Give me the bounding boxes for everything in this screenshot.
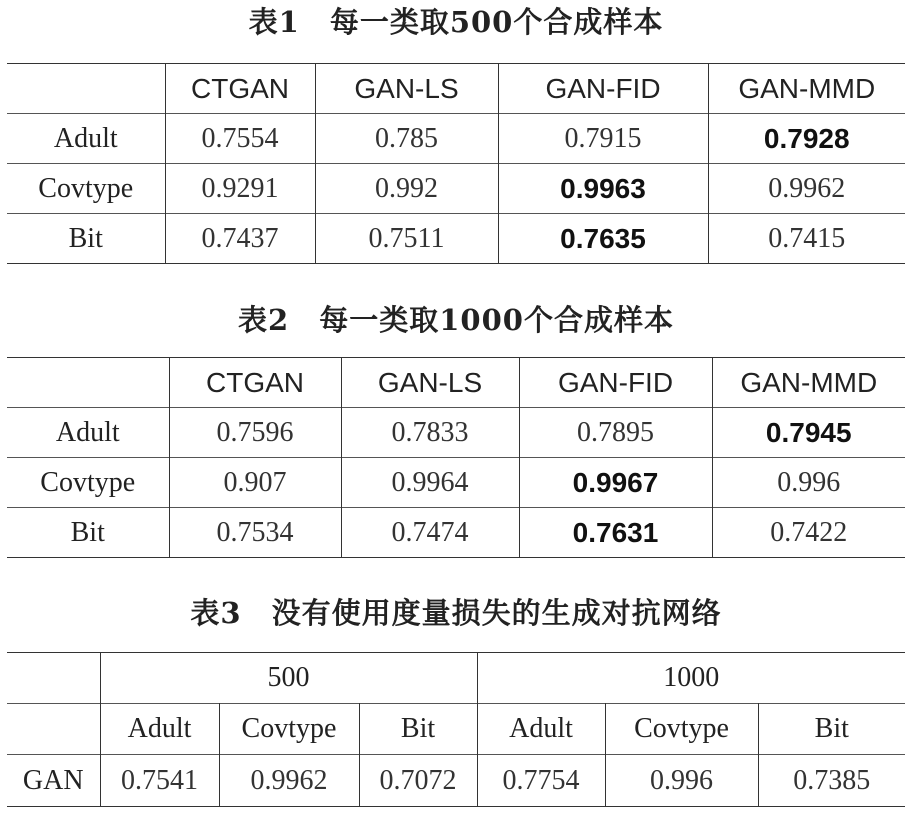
row-label-adult: Adult [7,114,165,164]
table-row [7,164,905,214]
table-row [7,114,905,164]
table2-header-row [7,358,905,408]
table1-cell-best: 0.9963 [498,164,708,214]
table2-header-gan-mmd: GAN-MMD [712,358,905,408]
table-row [7,508,905,558]
table3-cell: 0.996 [605,755,758,807]
row-label-bit: Bit [7,508,169,558]
table2 [7,357,905,558]
table3-subheader: Bit [758,704,905,755]
table1 [7,63,905,264]
table1-cell: 0.9962 [708,164,905,214]
row-label-covtype: Covtype [7,164,165,214]
table2-caption-text: 每一类取1000个合成样本 [319,303,674,337]
table2-cell: 0.7422 [712,508,905,558]
table2-cell: 0.7895 [519,408,712,458]
table1-caption-text: 每一类取500个合成样本 [329,5,664,39]
table3-caption-number: 表3 [190,596,242,630]
table2-cell: 0.7474 [341,508,519,558]
table1-header-gan-mmd: GAN-MMD [708,64,905,114]
table1-cell: 0.785 [315,114,498,164]
table1-corner-cell [7,64,165,114]
row-label-bit: Bit [7,214,165,264]
row-label-adult: Adult [7,408,169,458]
row-label-covtype: Covtype [7,458,169,508]
table3-subheader: Bit [359,704,477,755]
table3-caption-text: 没有使用度量损失的生成对抗网络 [271,596,722,630]
table3-subheader: Adult [477,704,605,755]
row-label-gan: GAN [7,755,100,807]
table1-cell: 0.7437 [165,214,315,264]
table2-corner-cell [7,358,169,408]
table3-corner-cell [7,653,100,704]
table2-caption-number: 表2 [238,303,290,337]
table3-group-500: 500 [100,653,477,704]
table1-cell-best: 0.7928 [708,114,905,164]
table1-cell: 0.7415 [708,214,905,264]
table1-cell: 0.7915 [498,114,708,164]
table3-subheader-row [7,704,905,755]
table-row [7,755,905,807]
table-row [7,408,905,458]
table3-cell: 0.7541 [100,755,219,807]
table3 [7,652,905,807]
table3-caption [0,593,912,633]
table2-cell: 0.7833 [341,408,519,458]
table2-cell-best: 0.7945 [712,408,905,458]
table-row [7,214,905,264]
table1-header-row [7,64,905,114]
table3-subheader: Covtype [219,704,359,755]
table3-cell: 0.9962 [219,755,359,807]
table1-header-ctgan: CTGAN [165,64,315,114]
table2-cell: 0.7596 [169,408,341,458]
table2-header-gan-ls: GAN-LS [341,358,519,408]
table2-cell: 0.7534 [169,508,341,558]
table2-header-gan-fid: GAN-FID [519,358,712,408]
table3-subheader: Adult [100,704,219,755]
table2-cell: 0.9964 [341,458,519,508]
table2-cell-best: 0.7631 [519,508,712,558]
table-row [7,458,905,508]
table1-header-gan-ls: GAN-LS [315,64,498,114]
table1-caption-number: 表1 [248,5,300,39]
table3-cell: 0.7385 [758,755,905,807]
table1-cell-best: 0.7635 [498,214,708,264]
table3-cell: 0.7072 [359,755,477,807]
table3-corner-cell-2 [7,704,100,755]
table3-subheader: Covtype [605,704,758,755]
table1-caption [0,2,912,42]
table1-cell: 0.992 [315,164,498,214]
table1-cell: 0.7511 [315,214,498,264]
table3-group-header-row [7,653,905,704]
table1-header-gan-fid: GAN-FID [498,64,708,114]
table3-group-1000: 1000 [477,653,905,704]
table2-caption [0,300,912,340]
table2-cell: 0.907 [169,458,341,508]
table2-cell: 0.996 [712,458,905,508]
table3-cell: 0.7754 [477,755,605,807]
table2-header-ctgan: CTGAN [169,358,341,408]
table1-cell: 0.7554 [165,114,315,164]
table1-cell: 0.9291 [165,164,315,214]
table2-cell-best: 0.9967 [519,458,712,508]
